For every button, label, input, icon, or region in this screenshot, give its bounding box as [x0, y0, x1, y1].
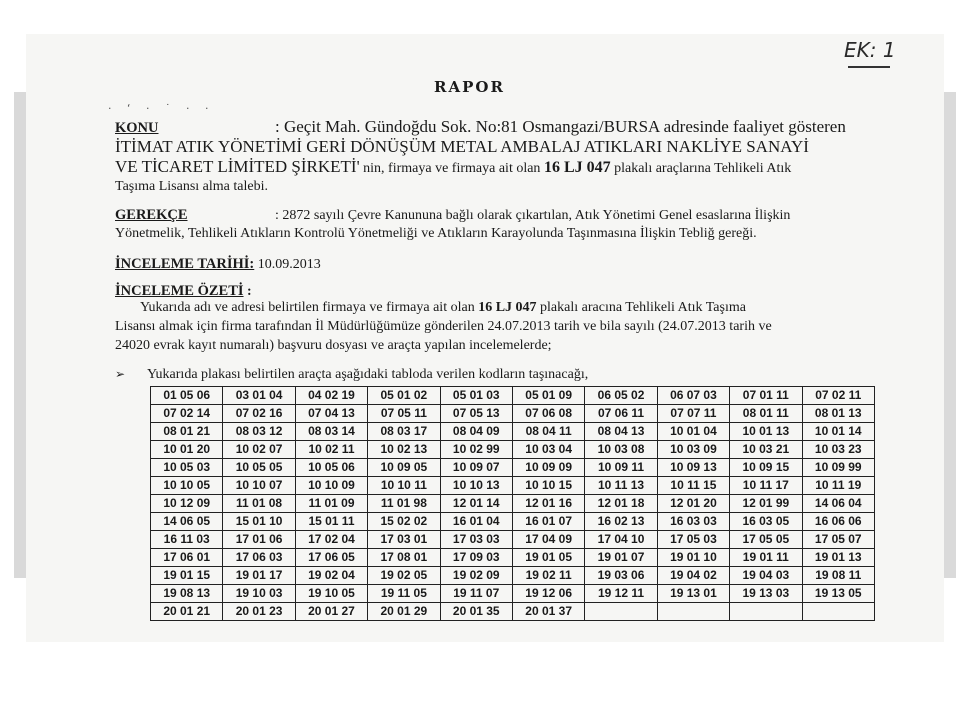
gerekce-line-1: [115, 206, 790, 225]
waste-code-cell: 10 02 13: [368, 441, 440, 459]
waste-code-cell: 07 05 13: [440, 405, 512, 423]
waste-code-cell: 11 01 98: [368, 495, 440, 513]
table-row: [151, 513, 875, 531]
waste-code-cell: 17 05 05: [730, 531, 802, 549]
waste-code-cell: 12 01 14: [440, 495, 512, 513]
table-row: [151, 567, 875, 585]
waste-code-cell: 12 01 20: [657, 495, 729, 513]
waste-code-cell: [730, 603, 802, 621]
waste-code-cell: 10 03 21: [730, 441, 802, 459]
waste-code-cell: 19 10 05: [295, 585, 367, 603]
konu-line-3: [115, 158, 791, 178]
waste-code-cell: 07 07 11: [657, 405, 729, 423]
waste-code-cell: 10 10 11: [368, 477, 440, 495]
waste-code-cell: 19 10 03: [223, 585, 295, 603]
konu-line-1: [115, 118, 846, 138]
inceleme-tarihi-value: 10.09.2013: [254, 257, 321, 272]
waste-code-cell: 08 04 13: [585, 423, 657, 441]
waste-code-cell: 17 06 01: [151, 549, 223, 567]
waste-code-cell: 07 02 16: [223, 405, 295, 423]
waste-code-cell: 16 01 07: [512, 513, 584, 531]
waste-code-cell: 17 08 01: [368, 549, 440, 567]
waste-code-cell: 08 04 09: [440, 423, 512, 441]
waste-code-cell: 07 04 13: [295, 405, 367, 423]
waste-code-cell: 07 02 11: [802, 387, 874, 405]
waste-code-cell: 12 01 99: [730, 495, 802, 513]
waste-code-cell: 10 01 04: [657, 423, 729, 441]
table-row: [151, 531, 875, 549]
waste-code-cell: 10 05 05: [223, 459, 295, 477]
waste-code-cell: 10 10 07: [223, 477, 295, 495]
waste-code-cell: 16 03 05: [730, 513, 802, 531]
waste-code-cell: 10 03 23: [802, 441, 874, 459]
waste-code-cell: 17 02 04: [295, 531, 367, 549]
waste-code-cell: 08 03 14: [295, 423, 367, 441]
konu-text-mid: nin, firmaya ve firmaya ait olan: [359, 161, 544, 176]
waste-code-cell: 07 02 14: [151, 405, 223, 423]
annotation-underline: [848, 66, 890, 68]
waste-code-cell: 06 07 03: [657, 387, 729, 405]
waste-code-cell: 10 01 14: [802, 423, 874, 441]
arrow-bullet-icon: ➢: [115, 367, 126, 381]
waste-code-cell: 19 03 06: [585, 567, 657, 585]
waste-code-cell: 20 01 27: [295, 603, 367, 621]
waste-code-cell: 14 06 04: [802, 495, 874, 513]
waste-code-cell: 11 01 09: [295, 495, 367, 513]
waste-code-cell: 19 13 05: [802, 585, 874, 603]
waste-code-cell: 17 03 03: [440, 531, 512, 549]
handwritten-annotation: EK: 1: [844, 38, 896, 62]
scan-edge-right: [944, 92, 956, 578]
waste-code-cell: 12 01 16: [512, 495, 584, 513]
waste-codes-body: [151, 387, 875, 621]
waste-code-cell: 10 03 04: [512, 441, 584, 459]
waste-code-cell: 17 06 03: [223, 549, 295, 567]
waste-code-cell: 14 06 05: [151, 513, 223, 531]
waste-code-cell: 10 10 05: [151, 477, 223, 495]
waste-code-cell: 12 01 18: [585, 495, 657, 513]
ozet-plate: 16 LJ 047: [478, 300, 537, 315]
waste-code-cell: 10 02 07: [223, 441, 295, 459]
waste-code-cell: 10 09 09: [512, 459, 584, 477]
waste-code-cell: 08 01 21: [151, 423, 223, 441]
waste-code-cell: 10 02 11: [295, 441, 367, 459]
waste-code-cell: 10 02 99: [440, 441, 512, 459]
waste-code-cell: 07 01 11: [730, 387, 802, 405]
waste-code-cell: 17 09 03: [440, 549, 512, 567]
waste-code-cell: 19 01 17: [223, 567, 295, 585]
waste-code-cell: 10 12 09: [151, 495, 223, 513]
waste-code-cell: 20 01 21: [151, 603, 223, 621]
waste-code-cell: 19 02 11: [512, 567, 584, 585]
waste-code-cell: 10 03 08: [585, 441, 657, 459]
waste-code-cell: 16 01 04: [440, 513, 512, 531]
waste-code-cell: 19 12 11: [585, 585, 657, 603]
waste-code-cell: 17 04 10: [585, 531, 657, 549]
waste-code-cell: 19 08 11: [802, 567, 874, 585]
waste-code-cell: 07 06 11: [585, 405, 657, 423]
konu-line-4: Taşıma Lisansı alma talebi.: [115, 179, 268, 194]
waste-code-cell: 15 01 11: [295, 513, 367, 531]
waste-code-cell: 10 03 09: [657, 441, 729, 459]
waste-code-cell: 16 11 03: [151, 531, 223, 549]
inceleme-ozeti-line-3: 24020 evrak kayıt numaralı) başvuru dosyası ve araçta yapılan incelemelerde;: [115, 338, 552, 353]
waste-code-cell: 19 11 07: [440, 585, 512, 603]
konu-address: : Geçit Mah. Gündoğdu Sok. No:81 Osmangazi/BURSA adresinde faaliyet gösteren: [275, 117, 846, 136]
waste-code-cell: 10 11 15: [657, 477, 729, 495]
inceleme-ozeti-colon: :: [243, 284, 252, 299]
inceleme-ozeti-line-1: [140, 299, 746, 317]
waste-code-cell: 17 04 09: [512, 531, 584, 549]
waste-code-cell: 17 06 05: [295, 549, 367, 567]
bullet-text: Yukarıda plakası belirtilen araçta aşağıdaki tabloda verilen kodların taşınacağı,: [147, 367, 589, 382]
waste-code-cell: 19 13 03: [730, 585, 802, 603]
waste-code-cell: 07 05 11: [368, 405, 440, 423]
waste-code-cell: 17 01 06: [223, 531, 295, 549]
waste-codes-table: [150, 386, 875, 621]
waste-code-cell: 05 01 09: [512, 387, 584, 405]
waste-code-cell: 08 03 12: [223, 423, 295, 441]
konu-company: İTİMAT ATIK YÖNETİMİ GERİ DÖNÜŞÜM METAL AMBALAJ ATIKLARI NAKLİYE SANAYİ: [115, 137, 809, 156]
scan-edge-left: [14, 92, 26, 578]
waste-code-cell: 01 05 06: [151, 387, 223, 405]
waste-code-cell: 10 09 11: [585, 459, 657, 477]
waste-code-cell: 19 02 05: [368, 567, 440, 585]
table-row: [151, 459, 875, 477]
waste-code-cell: 10 05 06: [295, 459, 367, 477]
waste-code-cell: 19 01 07: [585, 549, 657, 567]
scan-specks: · ‘ · ˙ · ·: [108, 102, 215, 115]
table-row: [151, 603, 875, 621]
table-row: [151, 585, 875, 603]
waste-code-cell: 19 08 13: [151, 585, 223, 603]
waste-code-cell: 19 04 03: [730, 567, 802, 585]
waste-code-cell: 10 10 09: [295, 477, 367, 495]
document-title: RAPOR: [434, 78, 505, 96]
konu-company-2: VE TİCARET LİMİTED ŞİRKETİ': [115, 157, 360, 176]
waste-code-cell: 10 11 13: [585, 477, 657, 495]
waste-code-cell: 16 02 13: [585, 513, 657, 531]
waste-code-cell: 04 02 19: [295, 387, 367, 405]
waste-code-cell: 19 12 06: [512, 585, 584, 603]
gerekce-label: GEREKÇE: [115, 207, 188, 223]
bullet-line: [115, 367, 588, 383]
table-row: [151, 423, 875, 441]
waste-code-cell: 19 04 02: [657, 567, 729, 585]
document-page: [26, 34, 944, 642]
konu-text-end: plakalı araçlarına Tehlikeli Atık: [610, 161, 792, 176]
waste-code-cell: 07 06 08: [512, 405, 584, 423]
konu-label: KONU: [115, 120, 159, 136]
waste-code-cell: 05 01 02: [368, 387, 440, 405]
waste-code-cell: 10 09 13: [657, 459, 729, 477]
waste-code-cell: 10 11 17: [730, 477, 802, 495]
table-row: [151, 441, 875, 459]
inceleme-tarihi-label: İNCELEME TARİHİ:: [115, 256, 255, 272]
table-row: [151, 495, 875, 513]
gerekce-text-1: : 2872 sayılı Çevre Kanununa bağlı olarak çıkartılan, Atık Yönetimi Genel esaslarına İlişkin: [275, 208, 791, 223]
waste-code-cell: 19 01 10: [657, 549, 729, 567]
waste-code-cell: 17 05 03: [657, 531, 729, 549]
waste-code-cell: 19 01 05: [512, 549, 584, 567]
table-row: [151, 405, 875, 423]
waste-code-cell: 08 04 11: [512, 423, 584, 441]
waste-code-cell: 10 05 03: [151, 459, 223, 477]
waste-code-cell: 17 05 07: [802, 531, 874, 549]
waste-code-cell: 03 01 04: [223, 387, 295, 405]
waste-code-cell: 06 05 02: [585, 387, 657, 405]
waste-code-cell: 10 10 13: [440, 477, 512, 495]
table-row: [151, 387, 875, 405]
waste-code-cell: 15 01 10: [223, 513, 295, 531]
waste-code-cell: 20 01 23: [223, 603, 295, 621]
waste-code-cell: 16 06 06: [802, 513, 874, 531]
inceleme-tarihi-line: [115, 255, 321, 274]
inceleme-ozeti-line-2: Lisansı almak için firma tarafından İl Müdürlüğümüze gönderilen 24.07.2013 tarih ve bila sayılı (24.07.2013 tarih ve: [115, 319, 772, 334]
konu-plate: 16 LJ 047: [543, 159, 611, 176]
inceleme-ozeti-label: İNCELEME ÖZETİ: [115, 283, 244, 299]
waste-code-cell: 19 02 04: [295, 567, 367, 585]
waste-code-cell: 19 01 13: [802, 549, 874, 567]
waste-code-cell: [585, 603, 657, 621]
waste-code-cell: 16 03 03: [657, 513, 729, 531]
waste-code-cell: 08 01 13: [802, 405, 874, 423]
waste-code-cell: 10 09 05: [368, 459, 440, 477]
waste-code-cell: 19 01 15: [151, 567, 223, 585]
waste-code-cell: 20 01 35: [440, 603, 512, 621]
table-row: [151, 477, 875, 495]
waste-code-cell: 10 09 15: [730, 459, 802, 477]
waste-code-cell: 17 03 01: [368, 531, 440, 549]
ozet-text-end: plakalı aracına Tehlikeli Atık Taşıma: [536, 300, 746, 315]
waste-code-cell: 19 02 09: [440, 567, 512, 585]
waste-code-cell: [657, 603, 729, 621]
waste-code-cell: 20 01 37: [512, 603, 584, 621]
waste-code-cell: 10 11 19: [802, 477, 874, 495]
waste-code-cell: 10 01 13: [730, 423, 802, 441]
waste-code-cell: 10 09 07: [440, 459, 512, 477]
waste-code-cell: 15 02 02: [368, 513, 440, 531]
waste-code-cell: 10 10 15: [512, 477, 584, 495]
waste-code-cell: 10 01 20: [151, 441, 223, 459]
waste-code-cell: 20 01 29: [368, 603, 440, 621]
waste-code-cell: 19 11 05: [368, 585, 440, 603]
waste-code-cell: [802, 603, 874, 621]
waste-code-cell: 05 01 03: [440, 387, 512, 405]
waste-code-cell: 08 01 11: [730, 405, 802, 423]
waste-code-cell: 19 13 01: [657, 585, 729, 603]
waste-code-cell: 08 03 17: [368, 423, 440, 441]
waste-code-cell: 19 01 11: [730, 549, 802, 567]
ozet-text-start: Yukarıda adı ve adresi belirtilen firmaya ve firmaya ait olan: [140, 300, 479, 315]
gerekce-line-2: Yönetmelik, Tehlikeli Atıkların Kontrolü Yönetmeliği ve Atıkların Karayolunda Taşınmasına İlişkin Tebliğ gereği.: [115, 226, 757, 241]
waste-code-cell: 10 09 99: [802, 459, 874, 477]
table-row: [151, 549, 875, 567]
waste-code-cell: 11 01 08: [223, 495, 295, 513]
